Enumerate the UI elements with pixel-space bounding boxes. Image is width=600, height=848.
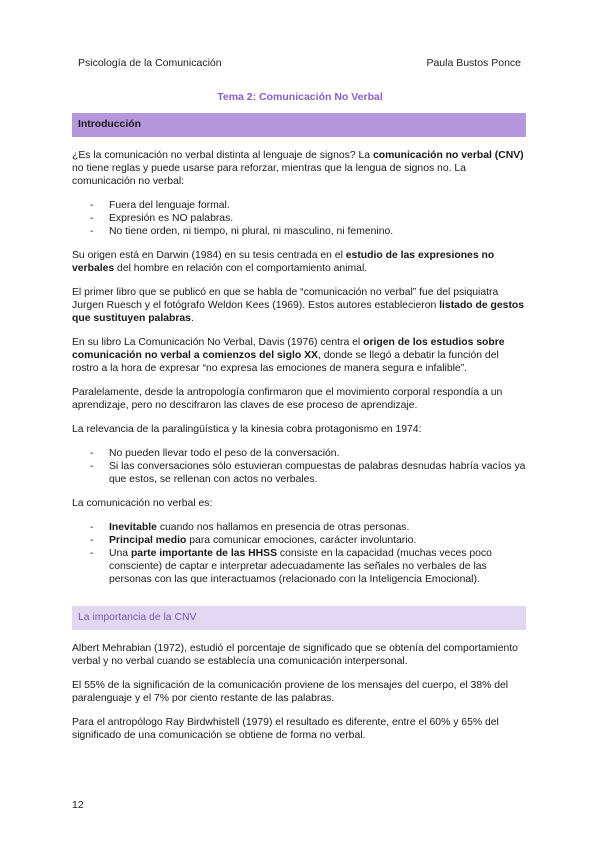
list-item: - Expresión es NO palabras. [72, 212, 526, 225]
page-number: 12 [72, 799, 84, 811]
paragraph: La comunicación no verbal es: [72, 498, 213, 509]
list-item: - Principal medio para comunicar emociones, carácter involuntario. [72, 534, 526, 547]
paragraph: La relevancia de la paralingüística y la kinesia cobra protagonismo en 1974: [72, 424, 422, 435]
paragraph: Paralelamente, desde la antropología confirmaron que el movimiento corporal respondía a un aprendizaje, pero no descifraron las claves de ese proceso de aprendizaje. [72, 387, 503, 411]
paragraph: ¿Es la comunicación no verbal distinta al lenguaje de signos? La comunicación no verbal (CNV) no tiene reglas y puede usarse para reforzar, mientras que la lengua de signos no. La comunicación no verbal: [72, 150, 524, 187]
header-course-title: Psicología de la Comunicación [78, 57, 222, 69]
bullet-list [72, 521, 526, 586]
list-item: - No tiene orden, ni tiempo, ni plural, ni masculino, ni femenino. [72, 225, 526, 238]
paragraph: Su origen está en Darwin (1984) en su tesis centrada en el estudio de las expresiones no verbales del hombre en relación con el comportamiento animal. [72, 250, 495, 274]
paragraph: En su libro La Comunicación No Verbal, Davis (1976) centra el origen de los estudios sobre comunicación no verbal a comienzos del siglo XX, donde se llegó a debatir la función del rostro a la hora de expresar “no expresa las emociones de manera segura e infalible”. [72, 337, 505, 374]
bullet-list [72, 199, 526, 238]
section-heading-introduccion: Introducción [72, 113, 526, 137]
section-heading-importancia: La importancia de la CNV [72, 606, 526, 630]
paragraph: Para el antropólogo Ray Birdwhistell (1979) el resultado es diferente, entre el 60% y 65% del significado de una comunicación se obtiene de forma no verbal. [72, 717, 499, 741]
paragraph: El primer libro que se publicó en que se habla de “comunicación no verbal” fue del psiquiatra Jurgen Ruesch y el fotógrafo Weldon Kees (1969). Estos autores establecieron listado de gestos que sustituyen palabras. [72, 287, 525, 324]
list-item: - No pueden llevar todo el peso de la conversación. [72, 447, 526, 460]
paragraph: Albert Mehrabian (1972), estudió el porcentaje de significado que se obtenía del comportamiento verbal y no verbal cuando se establecía una comunicación interpersonal. [72, 643, 518, 667]
section-importancia-cnv [72, 606, 526, 753]
topic-title: Tema 2: Comunicación No Verbal [217, 91, 383, 103]
bullet-list [72, 447, 526, 486]
header-author-name: Paula Bustos Ponce [426, 57, 521, 69]
paragraph: El 55% de la significación de la comunicación proviene de los mensajes del cuerpo, el 38% del paralenguaje y el 7% por ciento restante de las palabras. [72, 680, 509, 704]
list-item: - Inevitable cuando nos hallamos en presencia de otras personas. [72, 521, 526, 534]
section-introduccion [72, 113, 526, 597]
list-item: - Si las conversaciones sólo estuvieran compuestas de palabras desnudas habría vacíos ya que estos, se rellenan con actos no verbales. [72, 460, 526, 486]
list-item: - Fuera del lenguaje formal. [72, 199, 526, 212]
list-item: - Una parte importante de las HHSS consiste en la capacidad (muchas veces poco consciente) de captar e interpretar adecuadamente las señales no verbales de las personas con las que interactuamos (relacionado con la Inteligencia Emocional). [72, 547, 526, 586]
